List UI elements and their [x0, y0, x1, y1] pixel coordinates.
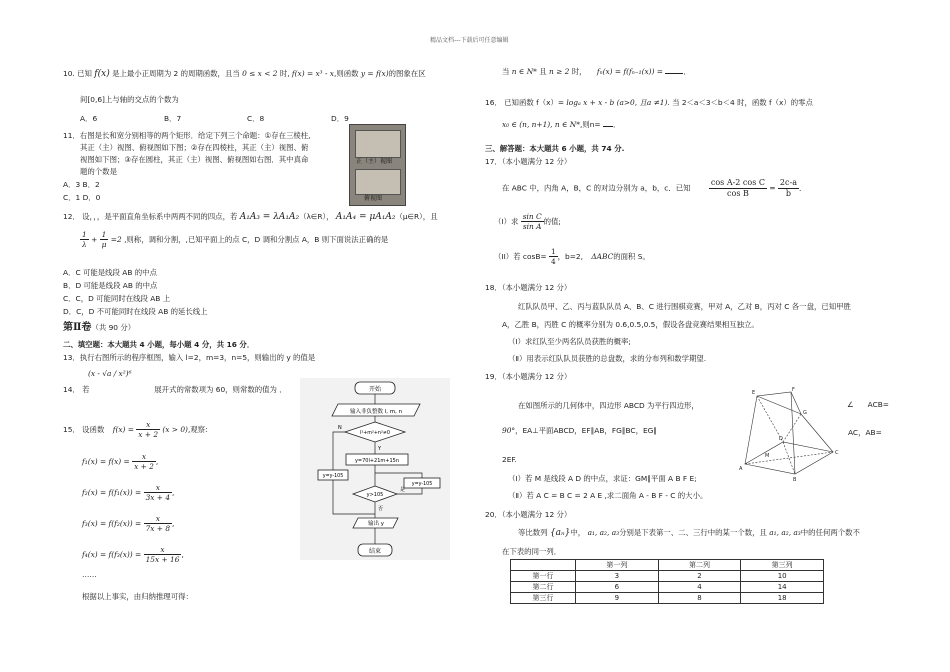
flowchart — [300, 378, 450, 560]
q15-f3-frac: $\frac{x}{7x + 8}$ — [145, 514, 171, 534]
q11-line2: 其正（主）视图、俯视图如下图；②存在四棱柱，其正（主）视图、俯 — [80, 143, 309, 152]
q10-eq: f(x) = x³ - x — [291, 69, 334, 78]
q15-f1-lhs: f₁(x) = f(x) = — [82, 456, 130, 466]
q12-eq2: A₁A₄ = μA₁A₂ — [335, 212, 396, 222]
flow-sub-right-label: y=y-105 — [411, 482, 433, 487]
q16-text-b: . 当 2＜a＜3＜b＜4 时，函数 — [667, 98, 767, 107]
page-header: 精品文档---下载后可任意编辑 — [430, 37, 509, 44]
q16-x0: x₀ ∈ (n, n+1), n ∈ N* — [502, 120, 580, 129]
q12-frac-mu: $\frac{1}{\mu}$ — [101, 230, 107, 250]
q15-f3-comma: , — [172, 518, 175, 528]
q19-angle — [847, 400, 889, 409]
table-cell — [511, 560, 576, 571]
section3-heading: 三、解答题：本大题共 6 小题，共 74 分. — [485, 144, 625, 153]
cont-n-in-N: n ∈ N* — [511, 67, 537, 76]
q17-p2-area: 的面积 S。 — [613, 251, 650, 261]
q15-conclusion: 根据以上事实，由归纳推理可得： — [82, 592, 193, 601]
q17-part1 — [494, 212, 561, 232]
flow-yes-label: 是 — [400, 487, 406, 493]
q16-number: 16． — [485, 98, 502, 107]
flow-cond1-label: l²+m²+n²≠0 — [360, 431, 390, 436]
q17-end: ． — [798, 183, 807, 193]
q20-score: （本小题满分 12 分） — [501, 510, 572, 519]
q15-f2-frac: $\frac{x}{3x + 4}$ — [145, 483, 171, 503]
table-cell: 2 — [658, 571, 741, 582]
label-D: D — [779, 436, 783, 442]
top-view-rect — [355, 169, 401, 195]
front-view-label: 正（主）视图 — [356, 158, 393, 165]
table-cell: 4 — [658, 582, 741, 593]
cont-and: 且 — [539, 67, 547, 76]
flow-output-label: 输出 y — [367, 521, 385, 527]
q15-line1 — [63, 420, 208, 440]
q12-number: 12． — [63, 212, 80, 221]
q18-header — [485, 283, 571, 292]
label-G: G — [803, 410, 807, 416]
q17-part2 — [494, 247, 650, 267]
q15-text-a: 设函数 — [82, 424, 105, 434]
q10-cond: 0 ≤ x < 2 — [242, 69, 278, 78]
q12-plus: + — [91, 234, 98, 244]
q19-header — [485, 372, 571, 381]
label-B: B — [793, 477, 797, 482]
cont-a: 当 — [502, 67, 510, 76]
q19-solid-figure — [735, 382, 845, 482]
q13-number: 13． — [63, 353, 80, 362]
q20-line1 — [518, 528, 860, 539]
q15-def-frac: $\frac{x}{x + 2}$ — [138, 420, 159, 440]
table-row-label: 第一行 — [511, 571, 576, 582]
q15-continued — [502, 67, 691, 76]
q20-line2: 在下表的同一列． — [502, 547, 562, 556]
q20-table — [510, 559, 824, 604]
q16-blank — [603, 126, 613, 127]
q10-eq2: y = f(x) — [360, 69, 389, 78]
q12-c2: （μ∈R），且 — [395, 212, 438, 221]
label-M: M — [765, 453, 770, 459]
table-cell: 18 — [741, 593, 824, 604]
q14-text-b: 展开式的常数项为 60，则常数的值为 ． — [154, 385, 287, 394]
q18-number: 18． — [485, 283, 502, 292]
q16-text-c: 的零点 — [790, 98, 813, 107]
q17-p1-text: 的值; — [543, 216, 561, 226]
q16-eq: logₐ x + x - b (a>0, 且a ≠1) — [566, 98, 668, 107]
q10-option-a: A．6 — [80, 114, 98, 123]
q15-f4-comma: , — [181, 549, 184, 559]
q17-lhs-frac: $\frac{\text{cos A-2 cos C}}{\text{cos B}}$ — [710, 178, 765, 198]
q14-text-a: 若 — [82, 385, 90, 394]
table-row — [511, 582, 824, 593]
q19-line3: 2EF. — [502, 455, 517, 464]
q17-p2-b: ，b=2, — [557, 251, 583, 261]
cont-fn: fₙ(x) = f(fₙ₋₁(x)) = — [596, 67, 663, 76]
q14-line — [63, 385, 287, 394]
q17-header — [485, 157, 571, 166]
q15-f4-lhs: f₄(x) = f(f₃(x)) = — [82, 549, 142, 559]
q15-f2-comma: , — [172, 487, 175, 497]
q19-part2: （Ⅱ）若 A C = B C = 2 A E ,求二面角 A - B F - C 的大小。 — [508, 491, 708, 500]
q15-row-1 — [82, 452, 158, 472]
q20-text-d: 中的任何两个数不 — [800, 528, 860, 537]
q16-then-n: ,则n= — [579, 120, 601, 129]
q10-number: 10. — [63, 69, 75, 78]
q10-text-b: 是上最小正周期为 2 的周期函数，且当 — [112, 69, 240, 78]
q17-p2-frac: $\frac{1}{4}$ — [550, 247, 556, 267]
table-header-col3: 第三列 — [741, 560, 824, 571]
q19-score: （本小题满分 12 分） — [501, 372, 572, 381]
flow-no-label: 否 — [378, 506, 384, 512]
q18-line1: 红队队员甲、乙、丙与蓝队队员 A、B、C 进行围棋竞赛，甲对 A，乙对 B，丙对 C 各一盘，已知甲胜 — [518, 302, 851, 311]
q10-fx: f(x) — [94, 69, 110, 79]
q20-a123-2: a₁, a₂, a₃ — [769, 528, 801, 537]
q16-fx: f（x）= — [536, 98, 565, 107]
q19-degree: 90° — [502, 426, 516, 435]
label-A: A — [739, 466, 743, 472]
section2-heading: 二、填空题：本大题共 4 小题，每小题 4 分，共 16 分． — [63, 340, 255, 349]
q15-f4-frac: $\frac{x}{15x + 16}$ — [145, 545, 180, 565]
q16-line1 — [485, 98, 813, 107]
table-row — [511, 571, 824, 582]
q11-line1 — [63, 131, 311, 140]
top-view-label: 俯视图 — [364, 195, 383, 202]
q19-line1: 在如图所示的几何体中，四边形 ABCD 为平行四边形， — [518, 401, 699, 410]
table-cell: 9 — [576, 593, 659, 604]
q12-c1: （λ∈R）， — [299, 212, 334, 221]
q12-option-d: D．C，D 不可能同时在线段 AB 的延长线上 — [63, 307, 208, 316]
part2-heading — [63, 322, 135, 335]
q11-text-1: 右图是长和宽分别相等的两个矩形．给定下列三个命题：①存在三棱柱, — [79, 131, 311, 140]
q16-line2 — [502, 120, 620, 129]
q15-row-3 — [82, 514, 174, 534]
q15-dots: …… — [82, 570, 97, 579]
q12-frac-lambda: $\frac{1}{\lambda}$ — [82, 230, 87, 250]
q19-part1: （Ⅰ）若 M 是线段 A D 的中点，求证：GM∥平面 A B F E; — [508, 474, 697, 483]
q12-option-c: C．C，D 可能同时在线段 AB 上 — [63, 294, 171, 303]
q14-expr: (x - √a / x²)⁶ — [88, 369, 132, 378]
q17-line1 — [502, 178, 806, 199]
table-header-col2: 第二列 — [658, 560, 741, 571]
flow-start-label: 开始 — [368, 386, 382, 393]
q15-def-lhs: f(x) = — [112, 424, 134, 434]
flow-calc-label: y=70l+21m+15n — [354, 458, 400, 464]
q10-text-c: 时, — [279, 69, 290, 78]
q12-line2 — [80, 230, 388, 250]
q17-score: （本小题满分 12 分） — [501, 157, 572, 166]
q17-eqsign: = — [769, 183, 776, 193]
q10-text-a: 已知 — [77, 69, 92, 78]
table-header-col1: 第一列 — [576, 560, 659, 571]
flow-cond2-label: y>105 — [366, 492, 384, 498]
q17-p2-label: （II）若 cosB= — [494, 251, 547, 261]
q12-line1 — [63, 212, 438, 223]
q10-text-d: ,则函数 — [333, 69, 359, 78]
table-cell: 3 — [576, 571, 659, 582]
q12-option-b: B．D 可能是线段 AB 的中点 — [63, 281, 158, 290]
cont-when: 时， — [571, 67, 587, 76]
q14-number: 14． — [63, 385, 80, 394]
q15-f3-lhs: f₃(x) = f(f₂(x)) = — [82, 518, 142, 528]
label-E: E — [752, 390, 756, 396]
q13-text: 执行右图所示的程序框图，输入 l=2，m=3，n=5，则输出的 y 的值是 — [79, 353, 316, 362]
table-row-label: 第二行 — [511, 582, 576, 593]
q15-text-b: ,观察: — [187, 424, 208, 434]
q19-text-2: ，EA⊥平面ABCD，EF∥AB，FG∥BC，EG∥ — [515, 426, 658, 435]
q15-row-4 — [82, 545, 184, 565]
flow-n-label: N — [338, 425, 342, 431]
table-row-label: 第三行 — [511, 593, 576, 604]
q18-part1: （Ⅰ）求红队至少两名队员获胜的概率; — [508, 337, 631, 346]
q12-text-a: 设，，，是平面直角坐标系中两两不同的四点，若 — [82, 212, 238, 221]
table-cell: 8 — [658, 593, 741, 604]
q10-line1 — [63, 69, 426, 80]
q19-line2-right: AC，AB= — [848, 428, 882, 437]
q10-option-b: B．7 — [164, 114, 182, 123]
q16-fx2: f（x） — [769, 98, 791, 107]
q19-number: 19． — [485, 372, 502, 381]
q15-f2-lhs: f₂(x) = f(f₁(x)) = — [82, 487, 142, 497]
label-F: F — [792, 387, 795, 393]
q16-text-a: 已知函数 — [504, 98, 534, 107]
q11-line3: 视图如下图；③存在圆柱，其正（主）视图、俯视图如右图．其中真命 — [80, 155, 309, 164]
table-row — [511, 593, 824, 604]
flow-sub-left-label: y=y-105 — [322, 474, 344, 479]
q13 — [63, 353, 315, 362]
q15-f1-comma: , — [155, 456, 159, 466]
q15-f1-frac: $\frac{x}{x + 2}$ — [134, 452, 154, 472]
flow-y-label: Y — [378, 446, 382, 452]
q12-text-b: ,则称，调和分割，,已知平面上的点 C，D 调和分割点 A，B 则下面说法正确的是 — [124, 234, 389, 244]
table-cell: 14 — [741, 582, 824, 593]
q17-text-a: 在 ABC 中，内角 A，B，C 的对边分别为 a，b，c．已知 — [502, 183, 691, 193]
q10-line2: 间[0,6]上与轴的交点的个数为 — [80, 95, 179, 104]
table-cell: 6 — [576, 582, 659, 593]
q17-rhs-frac: $\frac{2c-a}{b}$ — [779, 178, 797, 198]
q11-options-ab: A．3 B．2 — [63, 180, 100, 189]
q20-number: 20． — [485, 510, 502, 519]
front-view-rect — [355, 130, 401, 158]
q12-option-a: A．C 可能是线段 AB 的中点 — [63, 268, 157, 277]
q17-p1-label: （I）求 — [494, 216, 519, 226]
q19-acb: ACB= — [867, 400, 889, 409]
q12-eq1: A₁A₃ = λA₁A₂ — [239, 212, 300, 222]
cont-blank — [665, 73, 683, 74]
q19-line2 — [502, 426, 657, 435]
q10-text-e: 的图象在区 — [388, 69, 426, 78]
q16-end: ． — [612, 120, 621, 129]
part2-note: （共 90 分） — [91, 323, 136, 332]
q10-option-c: C．8 — [247, 114, 265, 123]
table-cell: 10 — [741, 571, 824, 582]
q11-views-photo — [349, 124, 406, 206]
flow-input-label: 输入非负整数 l, m, n — [349, 409, 403, 415]
q15-def-domain: (x > 0) — [162, 424, 188, 434]
cont-end: ． — [683, 67, 691, 76]
q17-p2-triangle: ΔABC — [591, 251, 614, 261]
q20-a123: a₁, a₂, a₃ — [587, 528, 620, 537]
q11-options-cd: C．1 D．0 — [63, 193, 101, 202]
q15-number: 15． — [63, 424, 80, 434]
q17-number: 17． — [485, 157, 502, 166]
q18-score: （本小题满分 12 分） — [501, 283, 572, 292]
q18-line2: A，乙胜 B，丙胜 C 的概率分别为 0.6,0.5,0.5，假设各盘竞赛结果相互独立。 — [502, 320, 759, 329]
q20-an: {aₙ} — [549, 528, 571, 538]
q15-row-2 — [82, 483, 174, 503]
q17-p1-frac: $\frac{\text{sin C}}{\text{sin A}}$ — [522, 212, 542, 232]
flow-end-label: 结束 — [368, 548, 382, 555]
part2-title: 第Ⅱ卷 — [63, 322, 92, 333]
q20-text-c: 分别是下表第一、二、三行中的某一个数，且 — [619, 528, 767, 537]
table-header-row — [511, 560, 824, 571]
q11-number: 11． — [63, 131, 80, 140]
q12-eq-rhs: =2 — [110, 234, 122, 244]
q20-text-b: 中， — [570, 528, 586, 537]
label-C: C — [835, 450, 839, 456]
q11-line4: 题的个数是 — [80, 167, 117, 176]
q18-part2: （Ⅱ）用表示红队队员获胜的总盘数，求的分布列和数学期望. — [508, 354, 707, 363]
cont-n-ge-2: n ≥ 2 — [548, 67, 570, 76]
q10-option-d: D．9 — [331, 114, 349, 123]
q20-header — [485, 510, 571, 519]
q20-text-a: 等比数列 — [518, 528, 548, 537]
q19-angle-symbol: ∠ — [847, 400, 854, 409]
